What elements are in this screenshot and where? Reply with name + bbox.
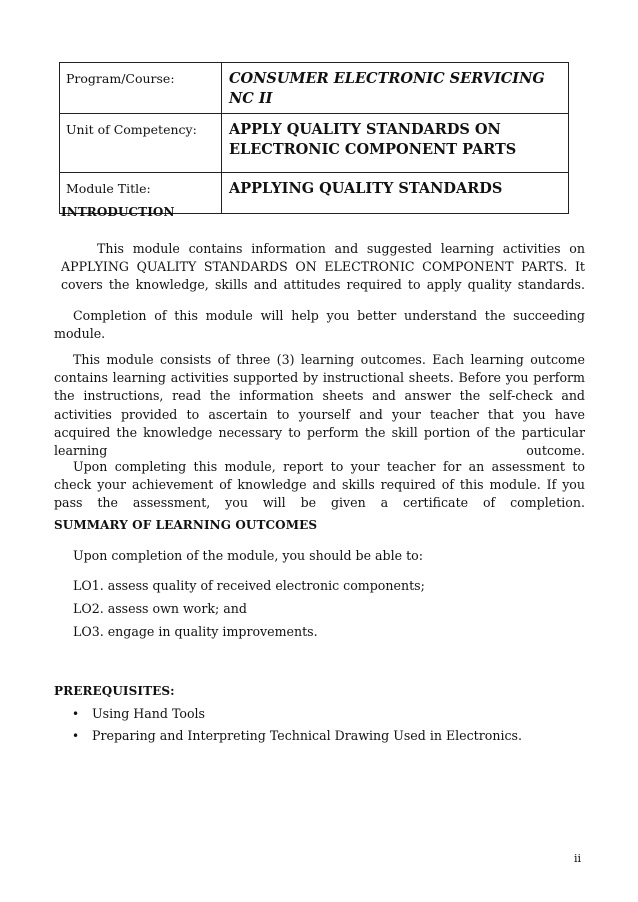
unit-value [222,114,569,173]
title-value: APPLYING QUALITY STANDARDS [222,173,569,214]
module-info-table [59,62,569,214]
program-value: CONSUMER ELECTRONIC SERVICING NC II [222,63,569,114]
page-number: ii [574,852,582,865]
prerequisite-item [60,705,522,727]
title-label: Module Title: [60,173,222,214]
bullet-icon: • [72,729,80,743]
unit-label: Unit of Competency: [60,114,222,173]
unit-value-line1: APPLY QUALITY STANDARDS ON [229,121,501,138]
prerequisite-text: Using Hand Tools [92,706,206,721]
learning-outcome-3: LO3. engage in quality improvements. [73,624,318,639]
intro-paragraph-3: This module consists of three (3) learning outcomes. Each learning outcome contains learning activities supported by instructional sheets. Before you perform the instructions, read the information sheets and answer the self-check and activities provided to ascertain to yourself and your teacher that you have acquired the knowledge necessary to perform the skill portion of the particular learning outcome. [54,352,585,459]
intro-paragraph-2: Completion of this module will help you better understand the succeeding module. [54,308,585,342]
program-row [60,63,569,114]
unit-value-line2: ELECTRONIC COMPONENT PARTS [229,141,517,158]
prerequisites-heading: PREREQUISITES: [54,684,175,698]
intro-paragraph-4: Upon completing this module, report to your teacher for an assessment to check your achievement of knowledge and skills required of this module. If you pass the assessment, you will be given a certificate of completion. [54,459,585,511]
learning-outcome-1: LO1. assess quality of received electronic components; [73,578,425,593]
unit-row [60,114,569,173]
bullet-icon: • [72,707,80,721]
prerequisite-item [60,727,522,749]
prerequisites-list [60,705,522,749]
learning-outcome-2: LO2. assess own work; and [73,601,247,616]
intro-paragraph-1: This module contains information and suggested learning activities on APPLYING QUALITY STANDARDS ON ELECTRONIC COMPONENT PARTS. It covers the knowledge, skills and attitudes required to apply quality standards. [61,241,585,293]
summary-intro: Upon completion of the module, you should be able to: [73,548,423,563]
prerequisite-text: Preparing and Interpreting Technical Drawing Used in Electronics. [92,728,523,743]
introduction-heading: INTRODUCTION [61,205,175,219]
summary-heading: SUMMARY OF LEARNING OUTCOMES [54,518,318,532]
program-label: Program/Course: [60,63,222,114]
